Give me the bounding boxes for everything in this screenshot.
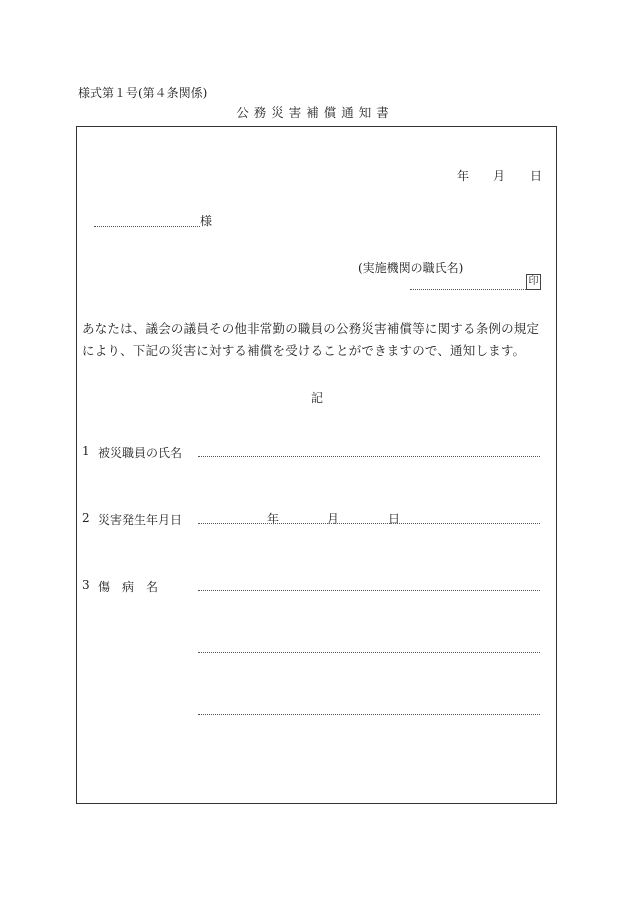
recipient-honorific: 様 xyxy=(200,214,213,228)
form-label: 様式第１号(第４条関係) xyxy=(78,86,208,100)
item-3-field-line-1 xyxy=(198,590,540,591)
item-1-label: 被災職員の氏名 xyxy=(98,446,183,460)
item-2-month-label: 月 xyxy=(327,512,340,526)
date-year-label: 年 xyxy=(457,169,470,183)
item-2-number: 2 xyxy=(82,511,90,525)
form-frame xyxy=(76,126,557,804)
sender-name-line xyxy=(410,289,526,290)
item-2-label: 災害発生年月日 xyxy=(98,513,183,527)
sender-label: (実施機関の職氏名) xyxy=(358,261,464,275)
note-heading: 記 xyxy=(311,391,324,405)
item-2-field-line xyxy=(198,523,540,524)
date-day-label: 日 xyxy=(530,169,543,183)
item-3-number: 3 xyxy=(82,578,90,592)
item-3-field-line-2 xyxy=(198,652,540,653)
recipient-name-line xyxy=(94,226,200,227)
item-3-label: 傷 病 名 xyxy=(98,580,159,594)
page-title: 公務災害補償通知書 xyxy=(236,105,394,120)
date-month-label: 月 xyxy=(493,169,506,183)
item-2-year-label: 年 xyxy=(267,512,280,526)
item-2-day-label: 日 xyxy=(388,512,401,526)
seal-mark: 印 xyxy=(526,274,541,290)
notice-body-text: あなたは、議会の議員その他非常勤の職員の公務災害補償等に関する条例の規定により、下記の災害に対する補償を受けることができますので、通知します。 xyxy=(82,321,540,358)
item-1-number: 1 xyxy=(82,444,90,458)
item-1-field-line xyxy=(198,456,540,457)
item-3-field-line-3 xyxy=(198,714,540,715)
